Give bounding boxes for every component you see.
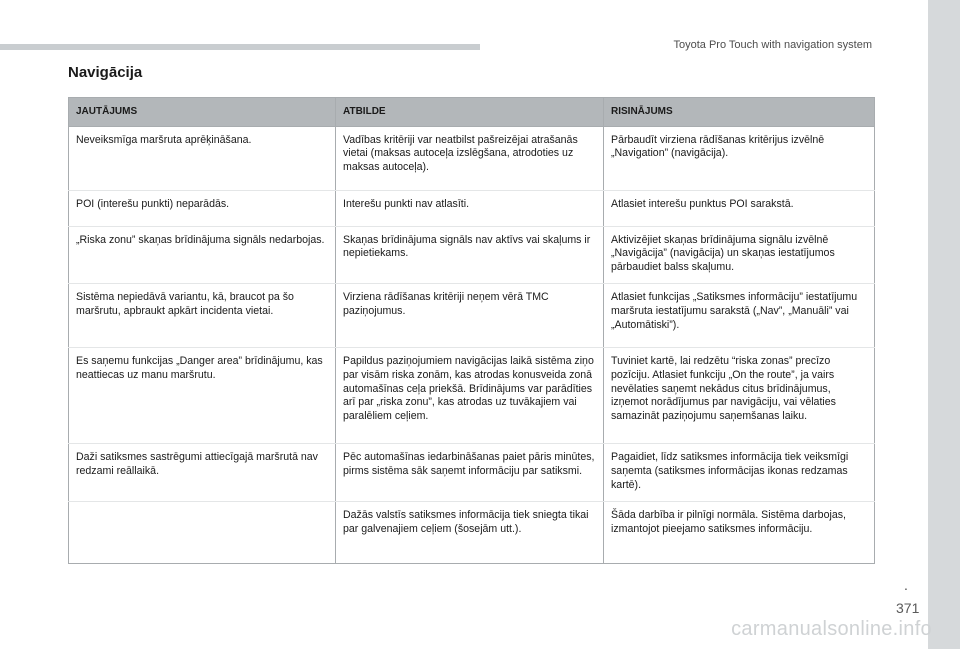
table-cell-solution: Pārbaudīt virziena rādīšanas kritērijus izvēlnē „Navigation” (navigācija). — [604, 126, 875, 190]
table-cell-solution: Šāda darbība ir pilnīgi normāla. Sistēma darbojas, izmantojot pieejamo satiksmes informāciju. — [604, 502, 875, 564]
table-header-row — [69, 98, 875, 127]
table-cell-solution: Pagaidiet, līdz satiksmes informācija tiek veiksmīgi saņemta (satiksmes informācijas ikonas redzamas kartē). — [604, 444, 875, 502]
page-side-strip — [928, 0, 960, 649]
table-cell-answer: Dažās valstīs satiksmes informācija tiek sniegta tikai par galvenajiem ceļiem (šosejām utt.). — [336, 502, 604, 564]
table-cell-question: POI (interešu punkti) neparādās. — [69, 190, 336, 226]
table-cell-question: Es saņemu funkcijas „Danger area” brīdinājumu, kas neattiecas uz manu maršrutu. — [69, 348, 336, 444]
table-cell-answer: Virziena rādīšanas kritēriji neņem vērā TMC paziņojumus. — [336, 284, 604, 348]
table-row — [69, 226, 875, 284]
table-row — [69, 348, 875, 444]
document-header-title: Toyota Pro Touch with navigation system — [673, 39, 872, 51]
continuation-marker: . — [904, 577, 908, 593]
troubleshooting-table — [68, 97, 875, 564]
table-cell-answer: Papildus paziņojumiem navigācijas laikā sistēma ziņo par visām riska zonām, kas atrodas konusveida zonā automašīnas ceļa priekšā. Brīdinājums var parādīties arī par „riska zonu”, kas atrodas uz tuvākajiem vai paralēliem ceļiem. — [336, 348, 604, 444]
table-row — [69, 284, 875, 348]
table-cell-question — [69, 502, 336, 564]
table-cell-question: Daži satiksmes sastrēgumi attiecīgajā maršrutā nav redzami reāllaikā. — [69, 444, 336, 502]
table-row — [69, 126, 875, 190]
column-header-question: JAUTĀJUMS — [69, 98, 336, 127]
header-accent-bar — [0, 44, 480, 50]
table-cell-answer: Vadības kritēriji var neatbilst pašreizējai atrašanās vietai (maksas autoceļa izslēgšana, atrodoties uz maksas autoceļa). — [336, 126, 604, 190]
table-row — [69, 444, 875, 502]
column-header-solution: RISINĀJUMS — [604, 98, 875, 127]
table-cell-solution: Aktivizējiet skaņas brīdinājuma signālu izvēlnē „Navigācija” (navigācija) un skaņas iestatījumos pārbaudiet balss skaļumu. — [604, 226, 875, 284]
table-cell-question: Neveiksmīga maršruta aprēķināšana. — [69, 126, 336, 190]
table-cell-answer: Pēc automašīnas iedarbināšanas paiet pāris minūtes, pirms sistēma sāk saņemt informāciju par satiksmi. — [336, 444, 604, 502]
table-cell-answer: Interešu punkti nav atlasīti. — [336, 190, 604, 226]
table-cell-answer: Skaņas brīdinājuma signāls nav aktīvs vai skaļums ir nepietiekams. — [336, 226, 604, 284]
table-row — [69, 502, 875, 564]
column-header-answer: ATBILDE — [336, 98, 604, 127]
table-cell-question: „Riska zonu” skaņas brīdinājuma signāls nedarbojas. — [69, 226, 336, 284]
table-cell-solution: Atlasiet funkcijas „Satiksmes informāciju” iestatījumu maršruta iestatījumu sarakstā („Nav”, „Manuāli” vai „Automātiski”). — [604, 284, 875, 348]
table-cell-question: Sistēma nepiedāvā variantu, kā, braucot pa šo maršrutu, apbraukt apkārt incidenta vietai. — [69, 284, 336, 348]
section-title: Navigācija — [68, 64, 143, 81]
table-cell-solution: Atlasiet interešu punktus POI sarakstā. — [604, 190, 875, 226]
page-number: 371 — [896, 600, 920, 616]
watermark: carmanualsonline.info — [731, 618, 932, 640]
table-cell-solution: Tuviniet kartē, lai redzētu “riska zonas” precīzo pozīciju. Atlasiet funkciju „On the route”, ja vairs nevēlaties saņemt nekādus citus brīdinājumus, izņemot norādījumus par navigāciju, vai vēlaties samazināt paziņojumu saņemšanas laiku. — [604, 348, 875, 444]
table-row — [69, 190, 875, 226]
